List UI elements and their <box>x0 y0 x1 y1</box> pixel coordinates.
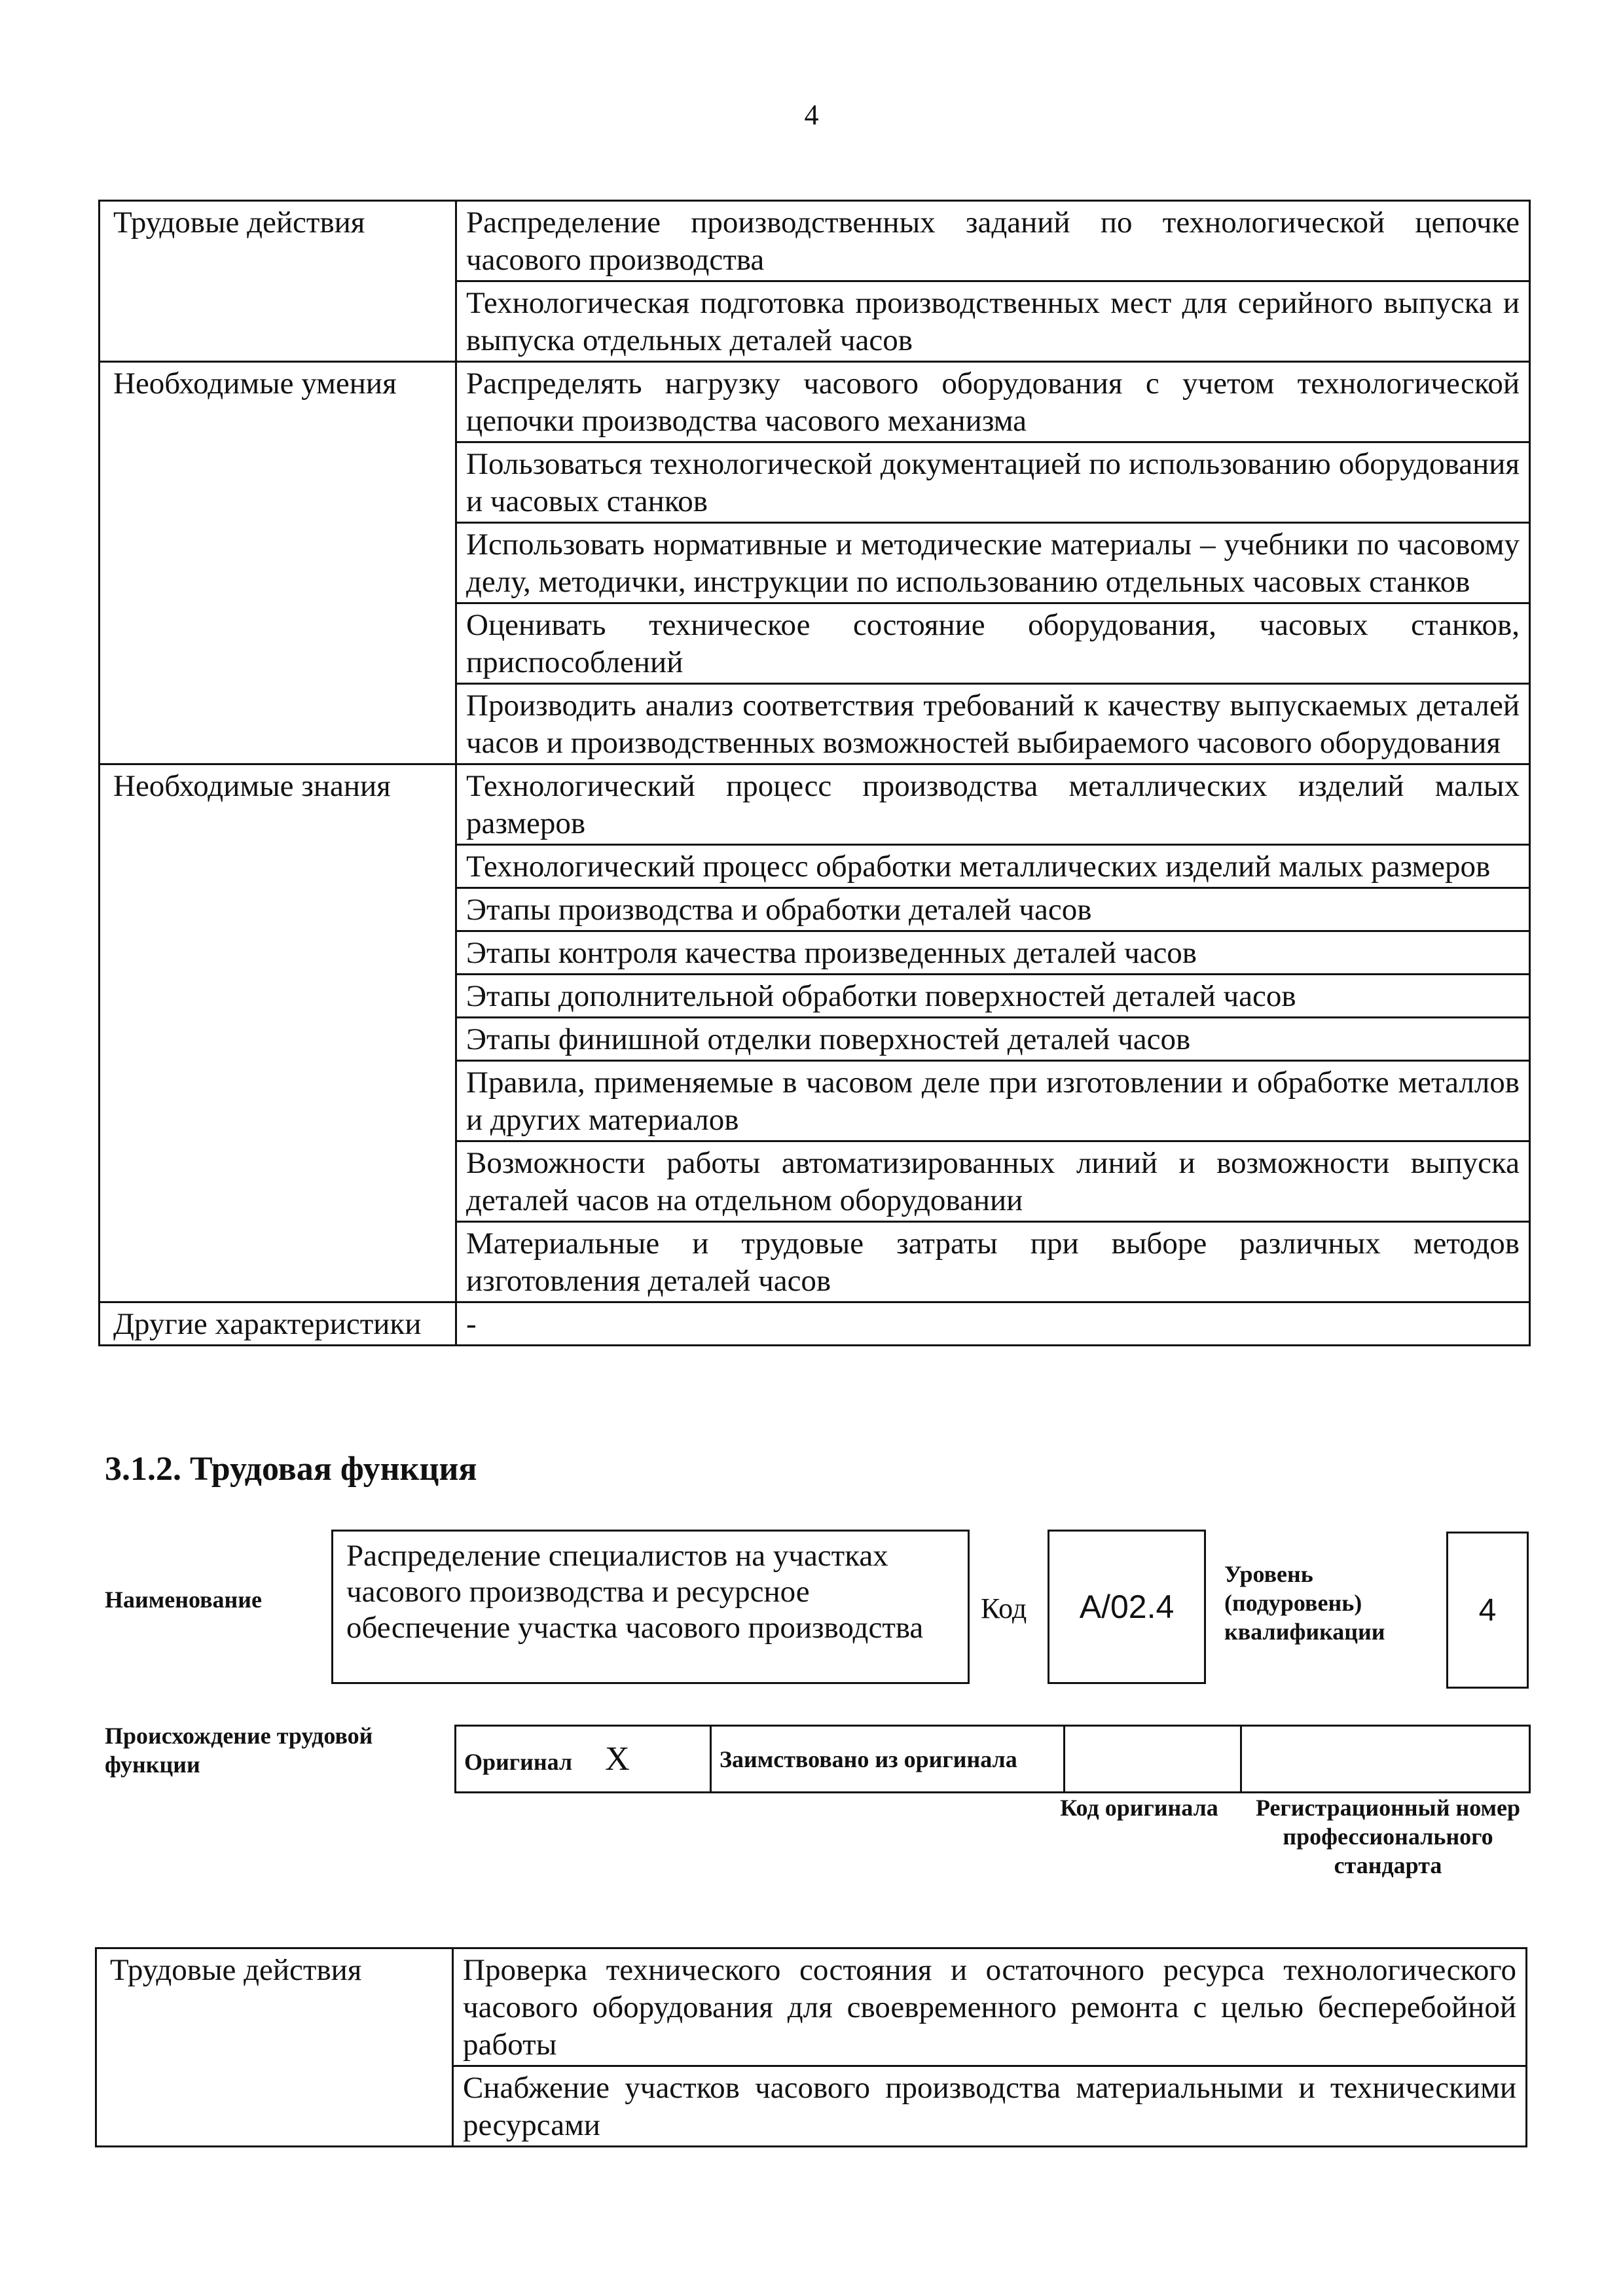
table-cell: Распределять нагрузку часового оборудования с учетом технологической цепочки производства часового механизма <box>456 362 1530 442</box>
section-heading: 3.1.2. Трудовая функция <box>105 1450 477 1488</box>
table-cell: Этапы дополнительной обработки поверхностей деталей часов <box>456 975 1530 1018</box>
table-cell: Правила, применяемые в часовом деле при изготовлении и обработке металлов и других материалов <box>456 1061 1530 1141</box>
table-cell: Пользоваться технологической документацией по использованию оборудования и часовых станков <box>456 442 1530 523</box>
origin-mark: Х <box>605 1740 630 1778</box>
table-cell: Технологический процесс обработки металлических изделий малых размеров <box>456 845 1530 888</box>
origin-code-cell <box>1065 1726 1241 1793</box>
labor-function-details-table <box>98 200 1531 1346</box>
table-row <box>100 201 1530 281</box>
table-cell: Использовать нормативные и методические материалы – учебники по часовому делу, методички, инструкции по использованию отдельных часовых станков <box>456 523 1530 603</box>
function-code-box: А/02.4 <box>1048 1530 1206 1684</box>
table-cell: Проверка технического состояния и остаточного ресурса технологического часового оборудования для своевременного ремонта с целью бесперебойной работы <box>453 1948 1527 2066</box>
table-row <box>96 1948 1527 2066</box>
table-cell: - <box>456 1302 1530 1346</box>
page-number: 4 <box>804 99 819 131</box>
reg-number-label: Регистрационный номер профессионального стандарта <box>1255 1795 1521 1878</box>
function-name-box: Распределение специалистов на участках часового производства и ресурсное обеспечение участка часового производства <box>331 1530 970 1684</box>
table-row <box>100 362 1530 442</box>
name-label: Наименование <box>105 1587 262 1613</box>
table-cell: Оценивать техническое состояние оборудования, часовых станков, приспособлений <box>456 603 1530 684</box>
origin-label: Происхождение трудовой функции <box>105 1723 373 1778</box>
row-label-required-knowledge: Необходимые знания <box>100 764 456 1302</box>
origin-original-label: Оригинал <box>464 1749 573 1775</box>
qualification-level-box: 4 <box>1446 1532 1529 1689</box>
table-cell: Снабжение участков часового производства материальными и техническими ресурсами <box>453 2066 1527 2147</box>
table-cell: Этапы контроля качества произведенных деталей часов <box>456 931 1530 975</box>
origin-original-cell <box>456 1726 711 1793</box>
row-label-labor-actions: Трудовые действия <box>100 201 456 362</box>
table-cell: Этапы производства и обработки деталей часов <box>456 888 1530 931</box>
table-cell: Производить анализ соответствия требований к качеству выпускаемых деталей часов и производственных возможностей выбираемого часового оборудования <box>456 684 1530 764</box>
table-row <box>456 1726 1530 1793</box>
code-original-label: Код оригинала <box>1060 1795 1218 1821</box>
table-cell: Технологический процесс производства металлических изделий малых размеров <box>456 764 1530 845</box>
row-label-required-skills: Необходимые умения <box>100 362 456 764</box>
origin-reg-number-cell <box>1241 1726 1530 1793</box>
qualification-level-label: Уровень (подуровень) квалификации <box>1224 1561 1385 1645</box>
table-row <box>100 1302 1530 1346</box>
origin-borrowed-cell: Заимствовано из оригинала <box>711 1726 1065 1793</box>
code-label: Код <box>981 1592 1027 1624</box>
table-cell: Материальные и трудовые затраты при выборе различных методов изготовления деталей часов <box>456 1222 1530 1302</box>
table-cell: Технологическая подготовка производственных мест для серийного выпуска и выпуска отдельных деталей часов <box>456 281 1530 362</box>
labor-actions-table <box>95 1947 1527 2147</box>
table-row <box>100 764 1530 845</box>
table-cell: Возможности работы автоматизированных линий и возможности выпуска деталей часов на отдельном оборудовании <box>456 1141 1530 1222</box>
table-cell: Распределение производственных заданий по технологической цепочке часового производства <box>456 201 1530 281</box>
row-label-labor-actions: Трудовые действия <box>96 1948 453 2147</box>
table-cell: Этапы финишной отделки поверхностей деталей часов <box>456 1018 1530 1061</box>
row-label-other-characteristics: Другие характеристики <box>100 1302 456 1346</box>
origin-table <box>454 1725 1531 1793</box>
